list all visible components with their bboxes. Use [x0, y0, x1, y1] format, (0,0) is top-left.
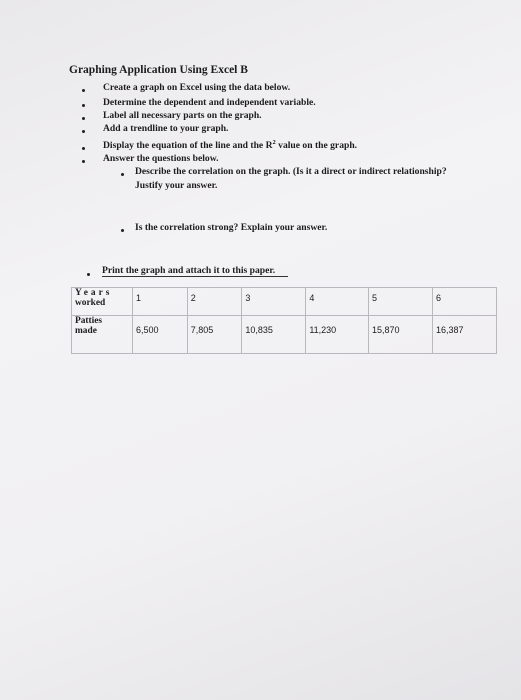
bullet-3 — [82, 117, 85, 120]
patties-made-header — [72, 316, 133, 354]
instruction-4: Add a trendline to your graph. — [103, 123, 229, 134]
patties-cell-3: 10,835 — [242, 316, 306, 354]
instruction-3: Label all necessary parts on the graph. — [103, 110, 262, 121]
patties-cell-2: 7,805 — [187, 316, 242, 354]
instruction-5-text: Display the equation of the line and the R — [103, 140, 273, 152]
r-squared-superscript: 2 — [272, 139, 276, 146]
instruction-1: Create a graph on Excel using the data below. — [103, 82, 291, 93]
bullet-q2 — [121, 229, 124, 232]
patties-cell-1: 6,500 — [133, 316, 188, 354]
print-underline — [102, 276, 288, 277]
made-label: made — [75, 326, 97, 336]
patties-label: Patties — [75, 316, 103, 326]
year-cell-5: 5 — [369, 288, 433, 316]
bullet-6 — [82, 160, 85, 163]
bullet-print — [87, 273, 90, 276]
year-cell-4: 4 — [306, 288, 369, 316]
patties-cell-5: 15,870 — [369, 316, 433, 354]
question-2: Is the correlation strong? Explain your answer. — [135, 222, 328, 233]
bullet-4 — [82, 130, 85, 133]
worksheet-title: Graphing Application Using Excel B — [69, 64, 248, 76]
bullet-5 — [82, 147, 85, 150]
bullet-2 — [82, 104, 85, 107]
table-row-years — [72, 288, 497, 316]
question-1-line-1: Describe the correlation on the graph. (Is it a direct or indirect relationship? — [135, 166, 447, 177]
data-table — [71, 287, 497, 354]
years-label: Years — [75, 288, 113, 298]
year-cell-6: 6 — [432, 288, 496, 316]
worked-label: worked — [75, 298, 106, 308]
year-cell-2: 2 — [187, 288, 242, 316]
year-cell-3: 3 — [242, 288, 306, 316]
instruction-5 — [103, 139, 357, 151]
years-worked-header — [72, 288, 133, 316]
question-1-line-2: Justify your answer. — [135, 180, 218, 191]
patties-cell-4: 11,230 — [306, 316, 369, 354]
table-row-patties — [72, 316, 497, 354]
print-instruction: Print the graph and attach it to this paper. — [102, 265, 276, 276]
year-cell-1: 1 — [133, 288, 188, 316]
instruction-5-suffix: value on the graph. — [275, 140, 358, 152]
instruction-6: Answer the questions below. — [103, 153, 219, 164]
instruction-2: Determine the dependent and independent variable. — [103, 97, 316, 108]
patties-cell-6: 16,387 — [432, 316, 496, 354]
bullet-1 — [82, 89, 85, 92]
bullet-q1 — [121, 173, 124, 176]
